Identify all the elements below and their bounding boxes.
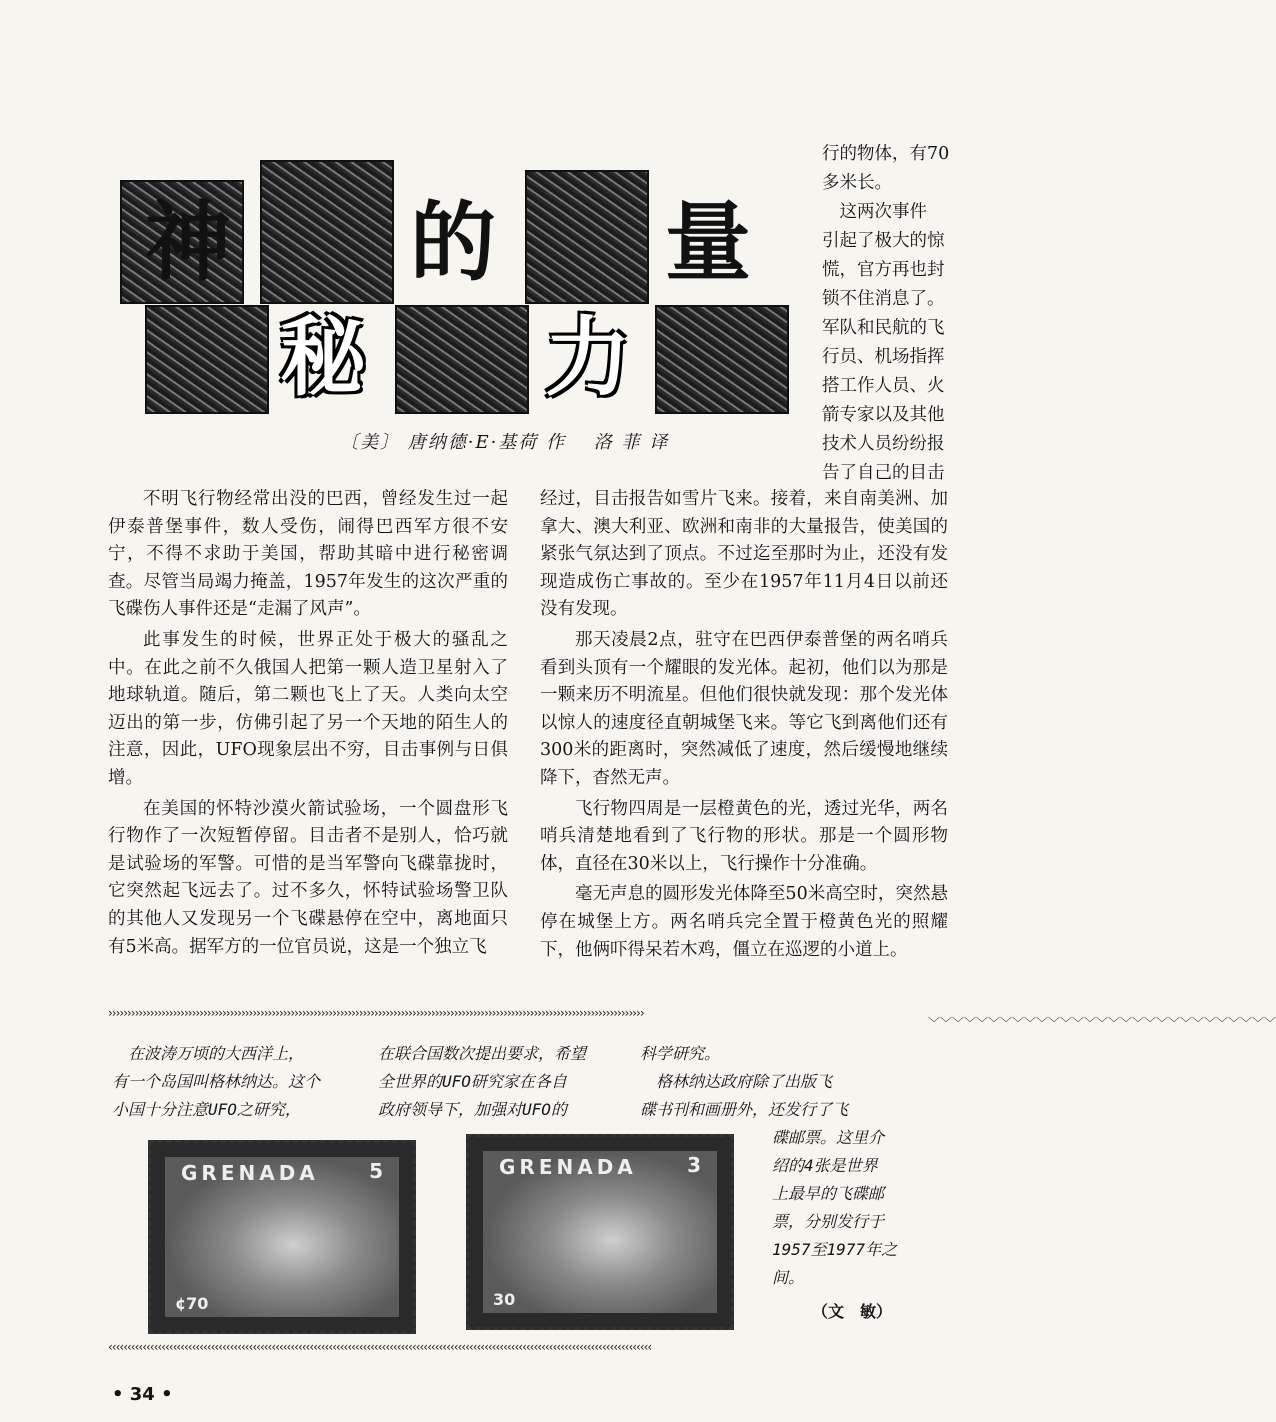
paragraph: 毫无声息的圆形发光体降至50米高空时，突然悬停在城堡上方。两名哨兵完全置于橙黄色光的照耀下，他俩吓得呆若木鸡，僵立在巡逻的小道上。	[540, 884, 948, 960]
title-char: 的	[410, 193, 496, 293]
text-line: 引起了极大的惊	[822, 231, 945, 251]
paragraph: 那天凌晨2点，驻守在巴西伊泰普堡的两名哨兵看到头顶有一个耀眼的发光体。起初，他们以为那是一颗来历不明流星。但他们很快就发现：那个发光体以惊人的速度径直朝城堡飞来。等它飞到离他们还有300米的距离时，突然减低了速度，然后缓慢地继续降下，杳然无声。	[540, 629, 948, 788]
text-line: 绍的4张是世界	[772, 1156, 878, 1175]
title-char: 力	[545, 308, 631, 408]
stamp-value: 3	[687, 1153, 701, 1177]
paragraph: 此事发生的时候，世界正处于极大的骚乱之中。在此之前不久俄国人把第一颗人造卫星射入了地球轨道。随后，第二颗也飞上了天。人类向太空迈出的第一步，仿佛引起了另一个天地的陌生人的注意，因此，UFO现象层出不穷，目击事例与日俱增。	[108, 629, 508, 788]
text-line: 在联合国数次提出要求，希望	[378, 1044, 587, 1063]
box-border-top: ›››››››››››››››››››››››››››››››››››››››››››››››››››››››››››››››››››››››››››››››››››››››››››››››››››››››››››››››››››››››››››››››››››››››››››››	[108, 1006, 644, 1020]
text-line: 行员、机场指挥	[822, 347, 945, 367]
title-tile	[395, 305, 529, 414]
text-line: 技术人员纷纷报	[822, 434, 945, 454]
text-line: 碟书刊和画册外，还发行了飞	[640, 1100, 849, 1119]
title-char: 秘	[280, 308, 366, 408]
article-column-left	[108, 486, 508, 964]
text-line: 箭专家以及其他	[822, 405, 945, 425]
page-number: • 34 •	[112, 1384, 173, 1405]
stamp-price: 30	[493, 1290, 516, 1309]
text-line: 格林纳达政府除了出版飞	[640, 1072, 833, 1091]
paragraph: 经过，目击报告如雪片飞来。接着，来自南美洲、加拿大、澳大利亚、欧洲和南非的大量报告，使美国的紧张气氛达到了顶点。不过迄至那时为止，还没有发现造成伤亡事故的。至少在1957年11月4日以前还没有发现。	[540, 489, 948, 620]
stamp-price: ¢70	[175, 1294, 209, 1313]
text-line: 科学研究。	[640, 1044, 721, 1063]
box-border-right: ﹀﹀﹀﹀﹀﹀﹀﹀﹀﹀﹀﹀﹀﹀﹀﹀﹀﹀﹀﹀﹀﹀﹀﹀﹀﹀﹀﹀﹀	[928, 1016, 1276, 1030]
box-text-column	[112, 1040, 352, 1124]
text-line: 行的物体，有70	[822, 144, 950, 164]
title-tile	[260, 160, 394, 304]
text-line: 搭工作人员、火	[822, 376, 945, 396]
text-line: 有一个岛国叫格林纳达。这个	[112, 1072, 321, 1091]
box-text-column	[772, 1124, 922, 1292]
box-signature: （文 敏）	[812, 1302, 893, 1321]
title-char: 量	[665, 193, 751, 293]
side-column	[822, 140, 962, 488]
title-tile	[145, 305, 269, 414]
box-text-column	[640, 1040, 910, 1124]
stamp-value: 5	[369, 1159, 383, 1183]
paragraph: 飞行物四周是一层橙黄色的光，透过光华，两名哨兵清楚地看到了飞行物的形状。那是一个圆形物体，直径在30米以上，飞行操作十分准确。	[540, 798, 948, 874]
stamp-country: GRENADA	[181, 1161, 319, 1185]
box-text-column	[378, 1040, 628, 1124]
paragraph: 不明飞行物经常出没的巴西，曾经发生过一起伊泰普堡事件，数人受伤，闹得巴西军方很不安宁，不得不求助于美国，帮助其暗中进行秘密调查。尽管当局竭力掩盖，1957年发生的这次严重的飞碟伤人事件还是“走漏了风声”。	[108, 489, 508, 620]
stamp-country: GRENADA	[499, 1155, 637, 1179]
text-line: 间。	[772, 1268, 805, 1287]
text-line: 政府领导下，加强对UFO的	[378, 1100, 567, 1119]
text-line: 慌，官方再也封	[822, 260, 945, 280]
article-column-right	[540, 486, 948, 967]
byline: 〔美〕 唐纳德·E·基荷 作 洛 菲 译	[340, 432, 670, 453]
text-line: 1957至1977年之	[772, 1240, 898, 1259]
text-line: 在波涛万顷的大西洋上，	[112, 1044, 305, 1063]
grenada-stamp-2	[466, 1134, 734, 1330]
title-tile	[525, 170, 649, 304]
title-char: 神	[145, 193, 231, 293]
title-artwork	[120, 140, 810, 430]
text-line: 票，分别发行于	[772, 1212, 885, 1231]
text-line: 多米长。	[822, 173, 892, 193]
box-border-bottom: ‹‹‹‹‹‹‹‹‹‹‹‹‹‹‹‹‹‹‹‹‹‹‹‹‹‹‹‹‹‹‹‹‹‹‹‹‹‹‹‹‹‹‹‹‹‹‹‹‹‹‹‹‹‹‹‹‹‹‹‹‹‹‹‹‹‹‹‹‹‹‹‹‹‹‹‹‹‹‹‹‹‹‹‹‹‹‹‹‹‹‹‹‹‹‹‹‹‹‹‹‹‹‹‹‹‹‹‹‹‹‹‹‹‹‹‹‹‹‹‹‹‹‹‹‹‹‹‹‹‹‹‹‹‹‹‹‹‹‹‹‹‹‹	[108, 1340, 652, 1354]
text-line: 军队和民航的飞	[822, 318, 945, 338]
text-line: 锁不住消息了。	[822, 289, 945, 309]
grenada-stamp-1	[148, 1140, 416, 1334]
text-line: 这两次事件	[822, 202, 927, 222]
text-line: 小国十分注意UFO之研究，	[112, 1100, 301, 1119]
text-line: 全世界的UFO研究家在各自	[378, 1072, 567, 1091]
text-line: 上最早的飞碟邮	[772, 1184, 885, 1203]
text-line: 告了自己的目击	[822, 463, 945, 483]
paragraph: 在美国的怀特沙漠火箭试验场，一个圆盘形飞行物作了一次短暂停留。目击者不是别人，恰巧就是试验场的军警。可惜的是当军警向飞碟靠拢时，它突然起飞远去了。过不多久，怀特试验场警卫队的其他人又发现另一个飞碟悬停在空中，离地面只有5米高。据军方的一位官员说，这是一个独立飞	[108, 798, 508, 957]
text-line: 碟邮票。这里介	[772, 1128, 885, 1147]
title-tile	[655, 305, 789, 414]
